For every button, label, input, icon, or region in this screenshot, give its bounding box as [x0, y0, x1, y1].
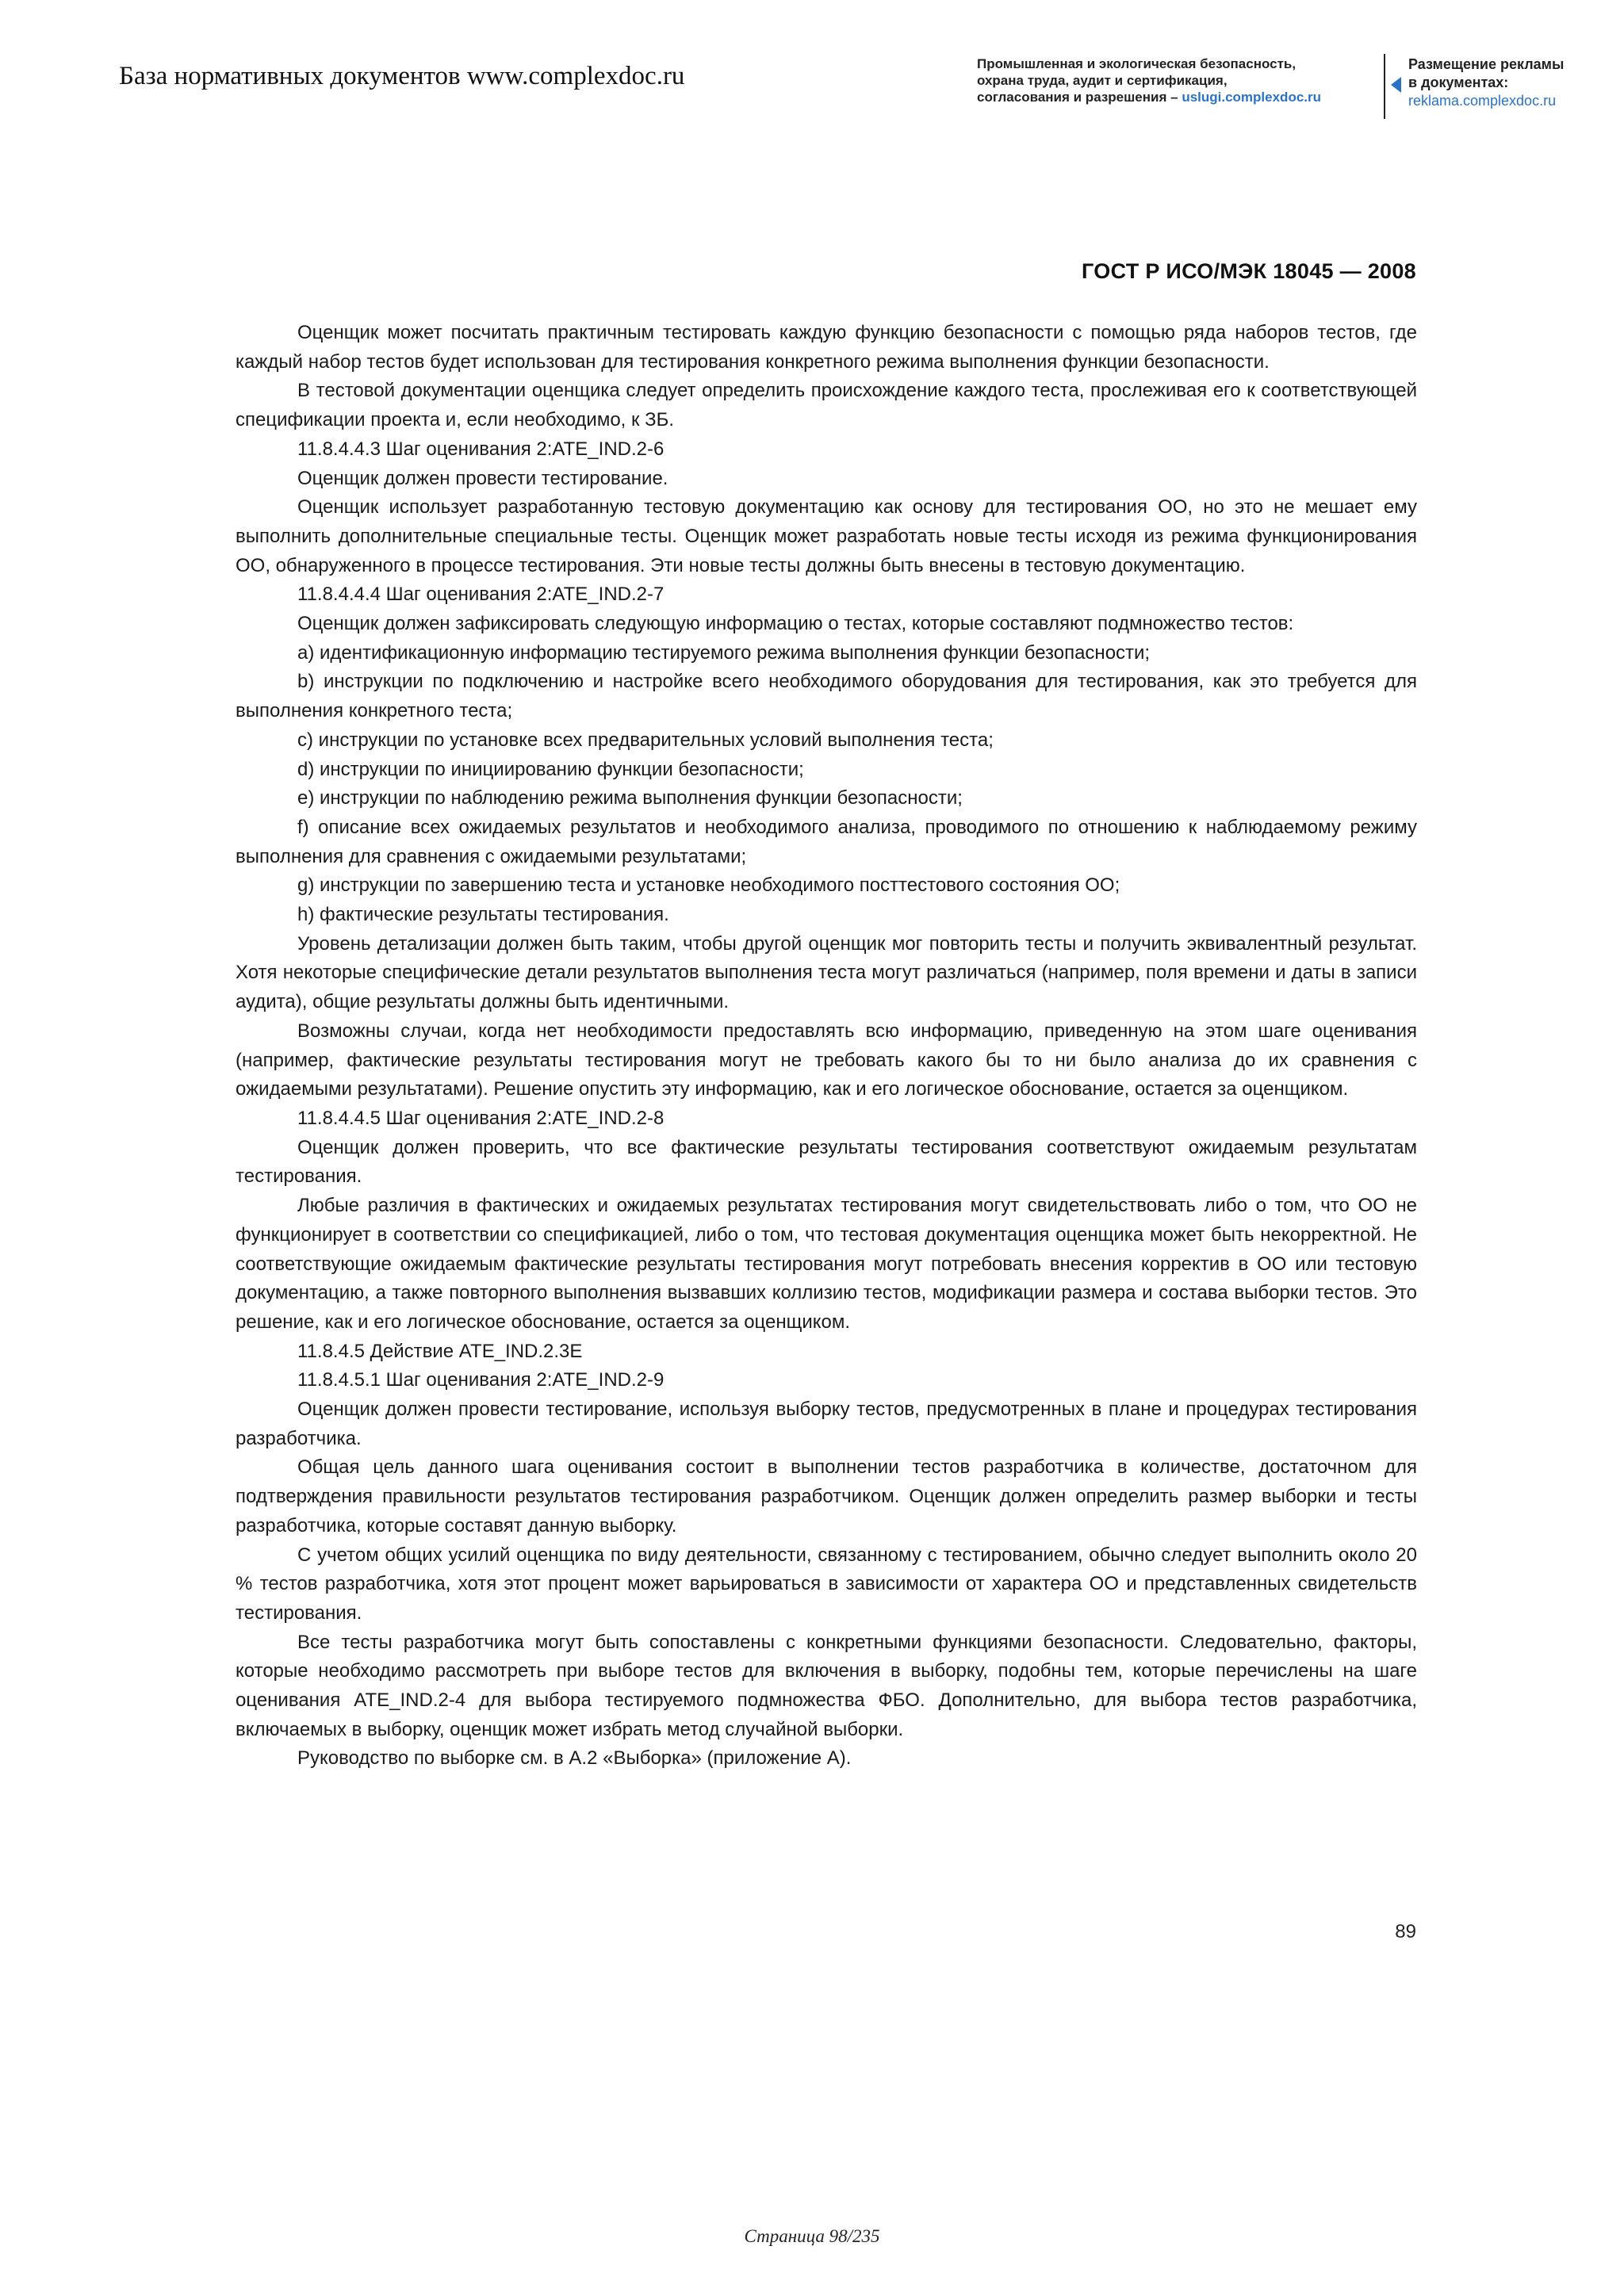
- paragraph: Оценщик должен зафиксировать следующую информацию о тестах, которые составляют подмножество тестов:: [297, 613, 1294, 635]
- document-body: [236, 319, 1417, 1774]
- page-number: 89: [1395, 1921, 1416, 1942]
- paragraph: Любые различия в фактических и ожидаемых результатах тестирования могут свидетельствовать либо о том, что ОО не функционирует в соответствии со спецификацией, либо о том, что тестовая документация оценщика может быть некорректной. Не соответствующие ожидаемым фактические результаты тестирования могут потребовать внесения корректив в ОО или тестовую документацию, а также повторного выполнения вызвавших коллизию тестов, модификации размера и состава выборки тестов. Это решение, как и его логическое обоснование, остается за оценщиком.: [236, 1195, 1417, 1333]
- ad-line: [977, 89, 1373, 105]
- section-heading: 11.8.4.4.4 Шаг оценивания 2:ATE_IND.2-7: [297, 584, 665, 606]
- ad-line: Промышленная и экологическая безопасность,: [977, 56, 1297, 71]
- arrow-left-icon: [1391, 77, 1401, 93]
- list-item: b) инструкции по подключению и настройке всего необходимого оборудования для тестирования, как это требуется для выполнения конкретного теста;: [236, 671, 1417, 722]
- ad-divider: [1384, 54, 1385, 119]
- page-counter: Страница 98/235: [744, 2226, 880, 2246]
- paragraph: Оценщик использует разработанную тестовую документацию как основу для тестирования ОО, но это не мешает ему выполнить дополнительные специальные тесты. Оценщик может разработать новые тесты исходя из режима функционирования ОО, обнаруженного в процессе тестирования. Эти новые тесты должны быть внесены в тестовую документацию.: [236, 496, 1417, 576]
- site-title: База нормативных документов www.complexdoc.ru: [119, 62, 685, 90]
- list-item: d) инструкции по инициированию функции безопасности;: [297, 758, 804, 780]
- advertising-ad: [1408, 55, 1599, 110]
- paragraph: Оценщик должен провести тестирование, используя выборку тестов, предусмотренных в плане и процедурах тестирования разработчика.: [236, 1399, 1417, 1449]
- list-item: f) описание всех ожидаемых результатов и необходимого анализа, проводимого по отношению к наблюдаемому режиму выполнения для сравнения с ожидаемыми результатами;: [236, 816, 1417, 867]
- paragraph: Руководство по выборке см. в А.2 «Выборка» (приложение А).: [297, 1747, 852, 1770]
- list-item: a) идентификационную информацию тестируемого режима выполнения функции безопасности;: [297, 641, 1151, 664]
- ad-line: в документах:: [1408, 75, 1509, 90]
- services-link[interactable]: uslugi.complexdoc.ru: [1182, 90, 1322, 105]
- list-item: e) инструкции по наблюдению режима выполнения функции безопасности;: [297, 787, 963, 809]
- ad-line: охрана труда, аудит и сертификация,: [977, 73, 1228, 88]
- ad-text: согласования и разрешения –: [977, 90, 1182, 105]
- ad-line: Размещение рекламы: [1408, 56, 1565, 72]
- services-ad: [977, 55, 1373, 105]
- list-item: g) инструкции по завершению теста и установке необходимого посттестового состояния ОО;: [297, 874, 1120, 897]
- list-item: c) инструкции по установке всех предварительных условий выполнения теста;: [297, 729, 994, 751]
- standard-designation: ГОСТ Р ИСО/МЭК 18045 — 2008: [1082, 259, 1416, 283]
- paragraph: Возможны случаи, когда нет необходимости предоставлять всю информацию, приведенную на этом шаге оценивания (например, фактические результаты тестирования могут не требовать какого бы то ни было анализа до их сравнения с ожидаемыми результатами). Решение опустить эту информацию, как и его логическое обоснование, остается за оценщиком.: [236, 1020, 1417, 1100]
- section-heading: 11.8.4.5 Действие ATE_IND.2.3E: [297, 1340, 583, 1362]
- paragraph: С учетом общих усилий оценщика по виду деятельности, связанному с тестированием, обычно следует выполнить около 20 % тестов разработчика, хотя этот процент может варьироваться в зависимости от характера ОО и представленных свидетельств тестирования.: [236, 1544, 1417, 1624]
- paragraph: Общая цель данного шага оценивания состоит в выполнении тестов разработчика в количестве, достаточном для подтверждения правильности результатов тестирования разработчиком. Оценщик должен определить размер выборки и тесты разработчика, которые составят данную выборку.: [236, 1456, 1417, 1536]
- list-item: h) фактические результаты тестирования.: [297, 904, 669, 926]
- paragraph: Оценщик должен проверить, что все фактические результаты тестирования соответствуют ожидаемым результатам тестирования.: [236, 1136, 1417, 1188]
- section-heading: 11.8.4.4.5 Шаг оценивания 2:ATE_IND.2-8: [297, 1107, 665, 1129]
- advertising-link[interactable]: reklama.complexdoc.ru: [1408, 93, 1557, 109]
- paragraph: Все тесты разработчика могут быть сопоставлены с конкретными функциями безопасности. Следовательно, факторы, которые необходимо рассмотреть при выборе тестов для включения в выборку, подобны тем, которые перечислены на шаге оценивания ATE_IND.2-4 для выбора тестируемого подмножества ФБО. Дополнительно, для выбора тестов разработчика, включаемых в выборку, оценщик может избрать метод случайной выборки.: [236, 1631, 1417, 1740]
- paragraph: Оценщик может посчитать практичным тестировать каждую функцию безопасности с помощью ряда наборов тестов, где каждый набор тестов будет использован для тестирования конкретного режима выполнения функции безопасности.: [236, 322, 1417, 373]
- section-heading: 11.8.4.5.1 Шаг оценивания 2:ATE_IND.2-9: [297, 1369, 665, 1391]
- section-heading: 11.8.4.4.3 Шаг оценивания 2:ATE_IND.2-6: [297, 438, 665, 460]
- paragraph: Уровень детализации должен быть таким, чтобы другой оценщик мог повторить тесты и получить эквивалентный результат. Хотя некоторые специфические детали результатов выполнения теста могут различаться (например, поля времени и даты в записи аудита), общие результаты должны быть идентичными.: [236, 932, 1417, 1013]
- paragraph: В тестовой документации оценщика следует определить происхождение каждого теста, прослеживая его к соответствующей спецификации проекта и, если необходимо, к ЗБ.: [236, 380, 1417, 431]
- paragraph: Оценщик должен провести тестирование.: [297, 467, 668, 489]
